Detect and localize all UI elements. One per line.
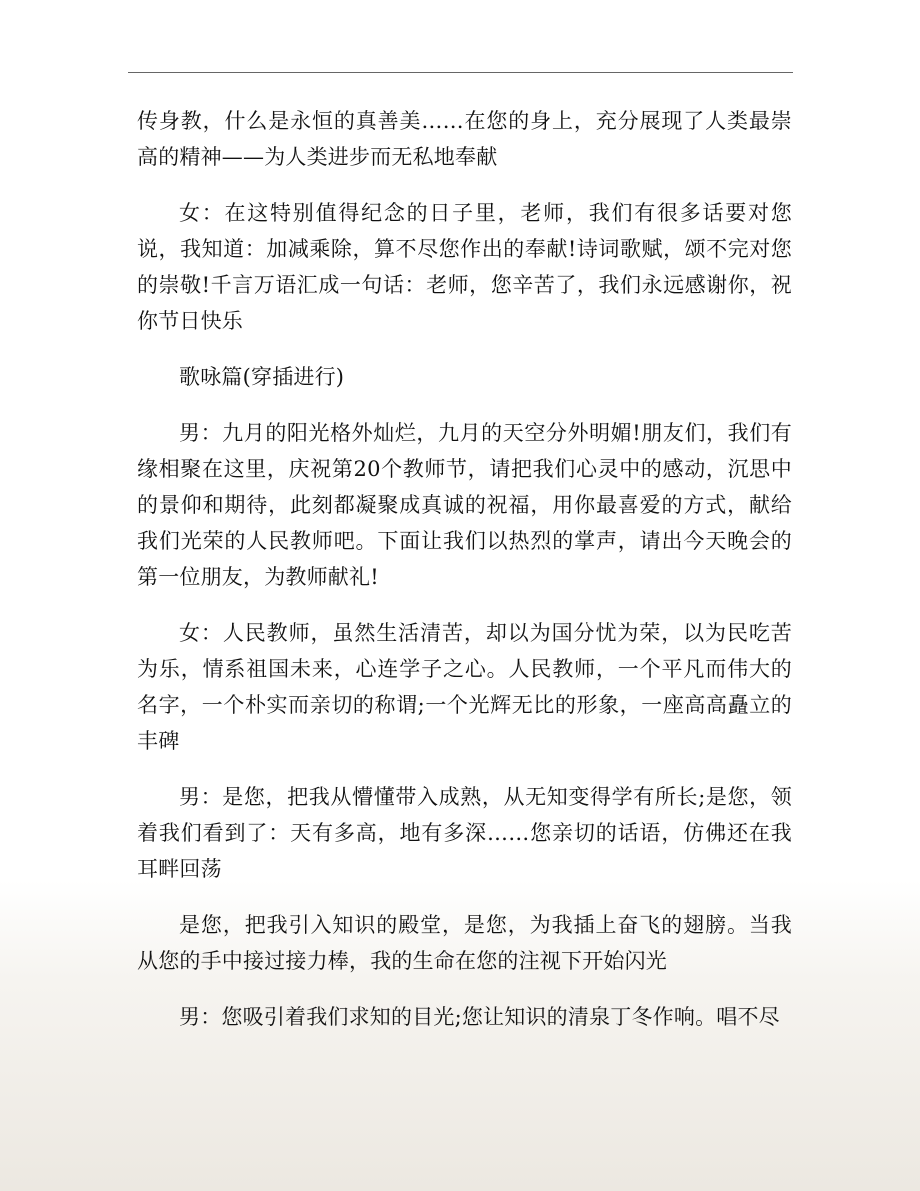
paragraph-1: 传身教，什么是永恒的真善美……在您的身上，充分展现了人类最崇高的精神——为人类进步而无私地奉献 — [137, 109, 792, 169]
paragraph-4: 男：九月的阳光格外灿烂，九月的天空分外明媚!朋友们，我们有缘相聚在这里，庆祝第20个教师节，请把我们心灵中的感动，沉思中的景仰和期待，此刻都凝聚成真诚的祝福，用你最喜爱的方式，献给我们光荣的人民教师吧。下面让我们以热烈的掌声，请出今天晚会的第一位朋友，为教师献礼! — [137, 421, 792, 589]
section-heading: 歌咏篇(穿插进行) — [179, 365, 345, 389]
paragraph-2: 女：在这特别值得纪念的日子里，老师，我们有很多话要对您说，我知道：加减乘除，算不尽您作出的奉献!诗词歌赋，颂不完对您的崇敬!千言万语汇成一句话：老师，您辛苦了，我们永远感谢你，祝你节日快乐 — [137, 201, 792, 333]
document-body — [137, 103, 792, 1055]
paragraph-6: 男：是您，把我从懵懂带入成熟，从无知变得学有所长;是您，领着我们看到了：天有多高，地有多深……您亲切的话语，仿佛还在我耳畔回荡 — [137, 785, 792, 881]
header-rule — [128, 72, 793, 73]
paragraph-5: 女：人民教师，虽然生活清苦，却以为国分忧为荣，以为民吃苦为乐，情系祖国未来，心连学子之心。人民教师，一个平凡而伟大的名字，一个朴实而亲切的称谓;一个光辉无比的形象，一座高高矗立的丰碑 — [137, 621, 792, 753]
paragraph-8: 男：您吸引着我们求知的目光;您让知识的清泉丁冬作响。唱不尽 — [179, 1005, 780, 1029]
paragraph-7: 是您，把我引入知识的殿堂，是您，为我插上奋飞的翅膀。当我从您的手中接过接力棒，我的生命在您的注视下开始闪光 — [137, 913, 792, 973]
